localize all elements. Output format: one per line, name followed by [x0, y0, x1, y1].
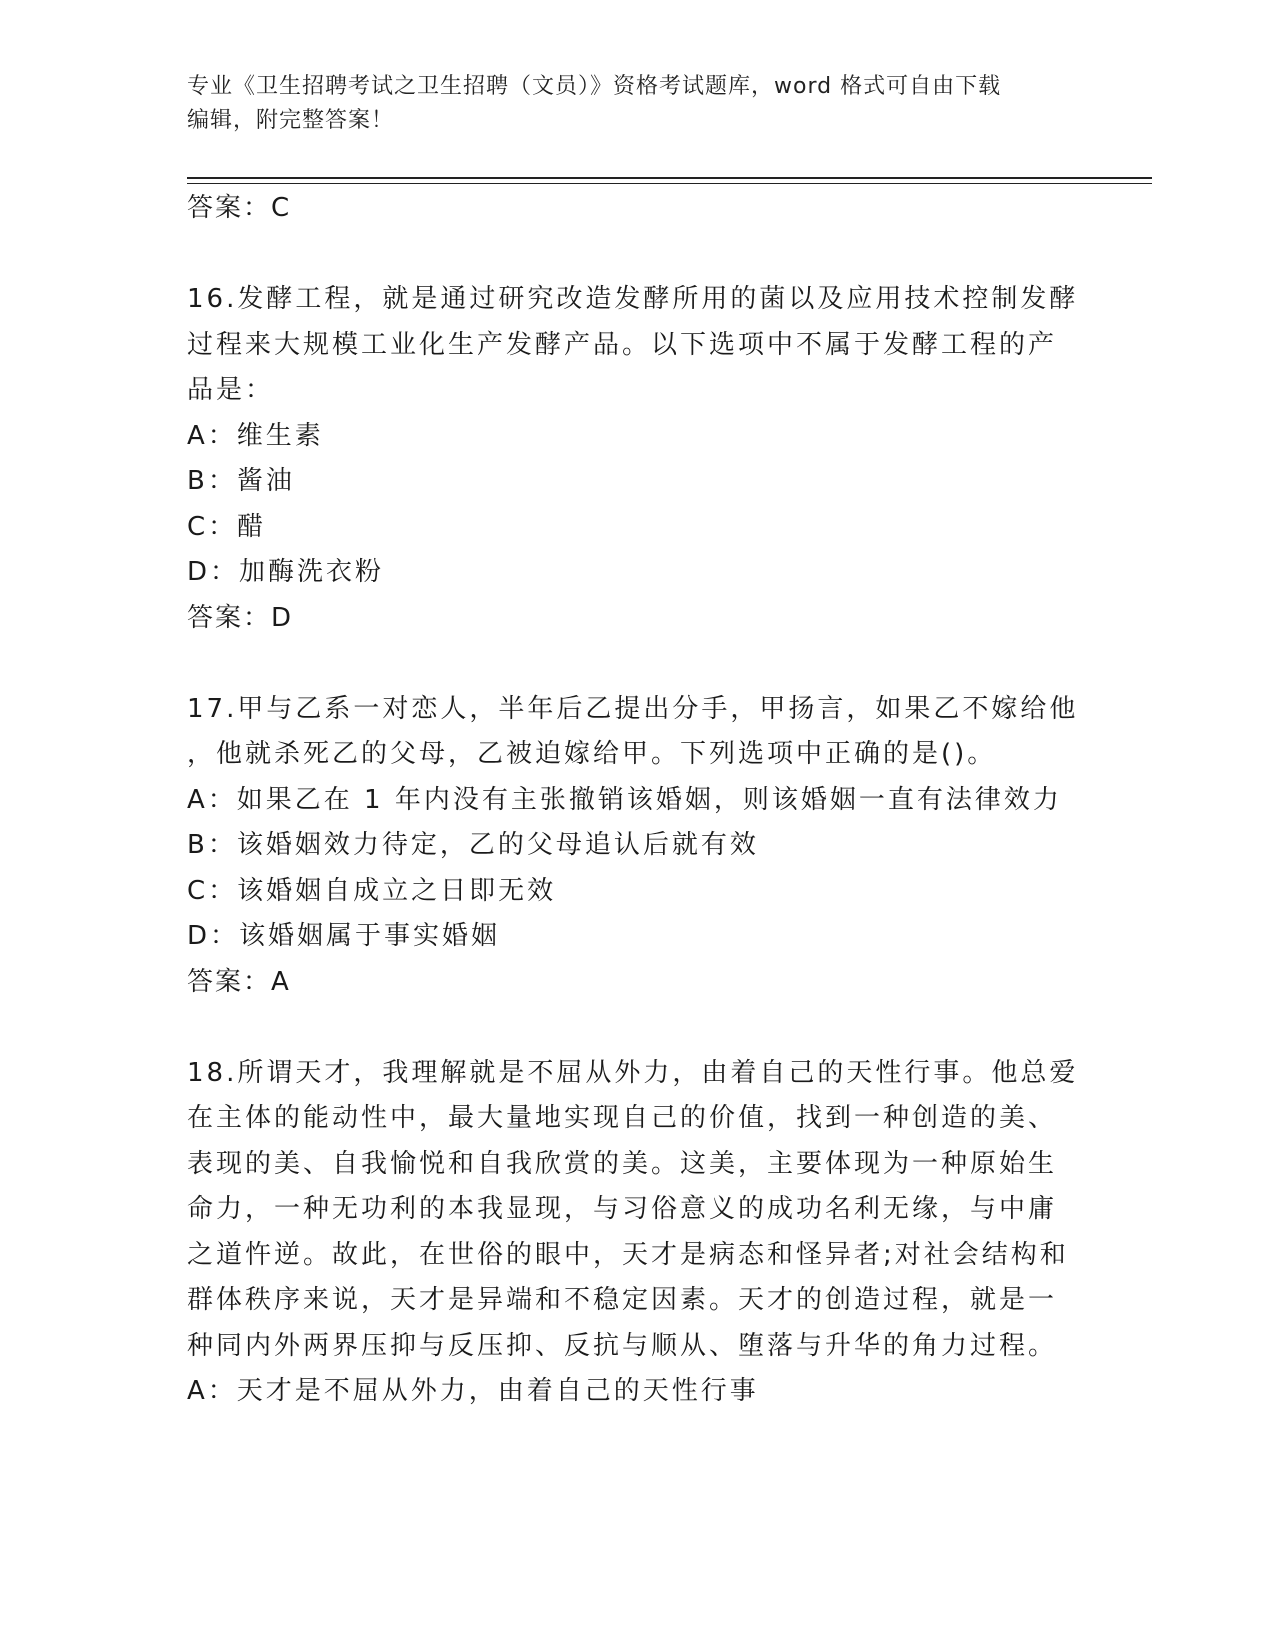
header-divider: [187, 183, 1152, 184]
question-text-line: 17.甲与乙系一对恋人，半年后乙提出分手，甲扬言，如果乙不嫁给他: [187, 693, 1079, 724]
question-text-line: 群体秩序来说，天才是异端和不稳定因素。天才的创造过程，就是一: [187, 1285, 1058, 1315]
header-divider: [187, 177, 1152, 179]
question-text-line: 在主体的能动性中，最大量地实现自己的价值，找到一种创造的美、: [187, 1103, 1058, 1133]
spacer: [187, 232, 1087, 278]
question-text-line: 18.所谓天才，我理解就是不屈从外力，由着自己的天性行事。他总爱: [187, 1057, 1079, 1088]
question-text-line: 表现的美、自我愉悦和自我欣赏的美。这美，主要体现为一种原始生: [187, 1148, 1058, 1179]
option-a: A：天才是不屈从外力，由着自己的天性行事: [187, 1376, 759, 1406]
question-content: [187, 186, 1087, 1415]
option-d: D：该婚姻属于事实婚姻: [187, 921, 501, 951]
question-text-line: 16.发酵工程，就是通过研究改造发酵所用的菌以及应用技术控制发酵: [187, 284, 1079, 314]
option-d: D：加酶洗衣粉: [187, 557, 385, 587]
spacer: [187, 641, 1087, 687]
option-b: B：该婚姻效力待定，乙的父母追认后就有效: [187, 830, 759, 860]
answer-line: 答案：D: [187, 602, 294, 633]
option-c: C：醋: [187, 511, 267, 542]
question-text-line: ，他就杀死乙的父母，乙被迫嫁给甲。下列选项中正确的是()。: [187, 739, 997, 769]
question-text-line: 种同内外两界压抑与反压抑、反抗与顺从、堕落与升华的角力过程。: [187, 1330, 1058, 1361]
document-header: [187, 70, 1067, 138]
header-line: 专业《卫生招聘考试之卫生招聘（文员）》资格考试题库，word 格式可自由下载: [187, 74, 1002, 99]
question-text-line: 品是：: [187, 375, 275, 405]
header-line: 编辑，附完整答案！: [187, 108, 395, 133]
question-text-line: 过程来大规模工业化生产发酵产品。以下选项中不属于发酵工程的产: [187, 329, 1058, 360]
option-b: B：酱油: [187, 466, 295, 496]
spacer: [187, 1005, 1087, 1051]
option-a: A：如果乙在 1 年内没有主张撤销该婚姻，则该婚姻一直有法律效力: [187, 784, 1062, 815]
question-16: [187, 277, 1087, 641]
question-18: [187, 1051, 1087, 1415]
option-a: A：维生素: [187, 420, 324, 451]
question-text-line: 之道忤逆。故此，在世俗的眼中，天才是病态和怪异者;对社会结构和: [187, 1239, 1069, 1270]
answer-line: 答案：C: [187, 193, 292, 223]
question-17: [187, 687, 1087, 1006]
question-text-line: 命力，一种无功利的本我显现，与习俗意义的成功名利无缘，与中庸: [187, 1194, 1058, 1224]
option-c: C：该婚姻自成立之日即无效: [187, 875, 557, 906]
answer-line: 答案：A: [187, 966, 291, 997]
